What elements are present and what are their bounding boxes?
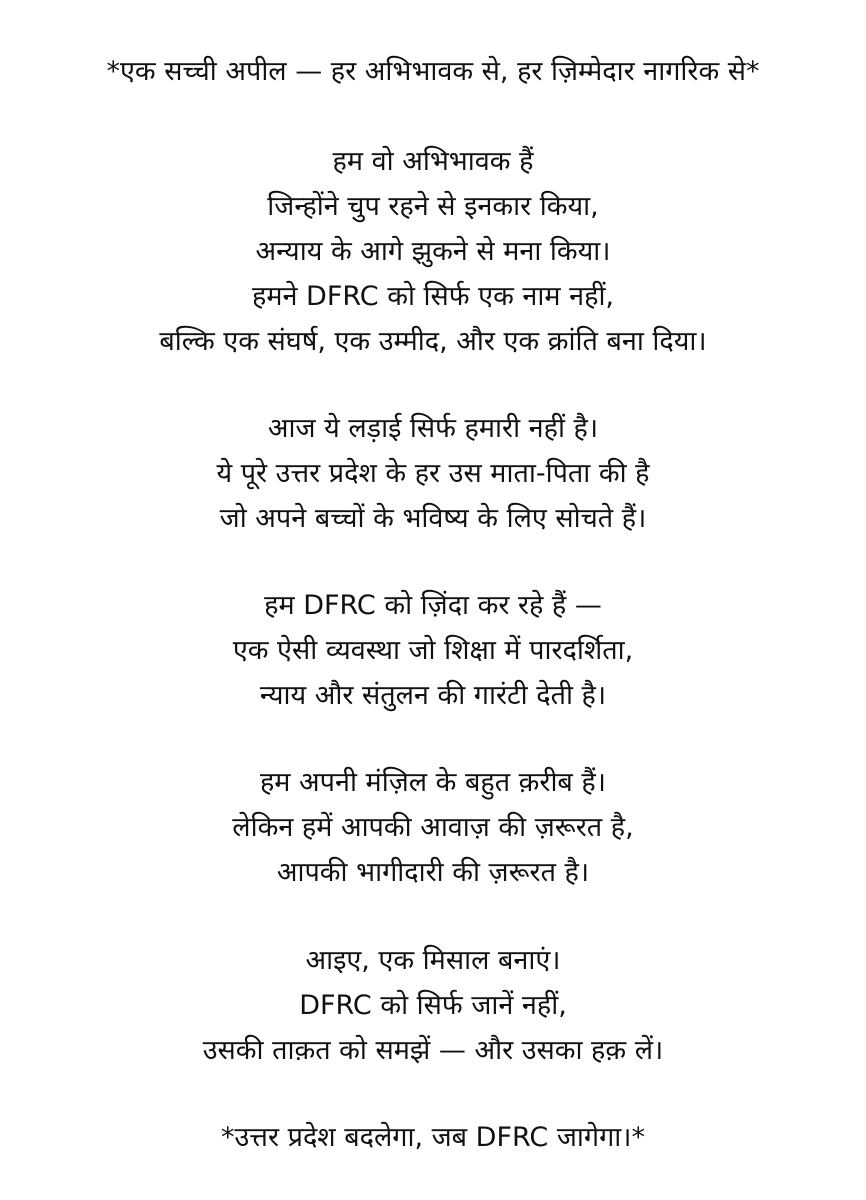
stanza-line: आपकी भागीदारी की ज़रूरत है। — [276, 857, 590, 888]
stanza-line: जिन्होंने चुप रहने से इनकार किया, — [267, 191, 599, 222]
stanza-line: ये पूरे उत्तर प्रदेश के हर उस माता-पिता की है — [216, 458, 650, 489]
stanza-line: हम अपनी मंज़िल के बहुत क़रीब हैं। — [259, 767, 607, 798]
stanza-line: आइए, एक मिसाल बनाएं। — [305, 945, 561, 976]
stanza-line: आज ये लड़ाई सिर्फ हमारी नहीं है। — [267, 413, 599, 444]
stanza-line: जो अपने बच्चों के भविष्य के लिए सोचते हैं। — [219, 503, 647, 534]
stanza-line: लेकिन हमें आपकी आवाज़ की ज़रूरत है, — [232, 812, 634, 843]
document-closing: *उत्तर प्रदेश बदलेगा, जब DFRC जागेगा।* — [221, 1122, 645, 1153]
stanza-line: न्याय और संतुलन की गारंटी देती है। — [259, 680, 607, 711]
stanza-line: DFRC को सिर्फ जानें नहीं, — [299, 990, 567, 1021]
stanza-line: हम DFRC को ज़िंदा कर रहे हैं — — [264, 590, 602, 621]
document-heading: *एक सच्ची अपील — हर अभिभावक से, हर ज़िम्मेदार नागरिक से* — [106, 56, 760, 87]
stanza-line: हमने DFRC को सिर्फ एक नाम नहीं, — [251, 281, 615, 312]
stanza-line: उसकी ताक़त को समझें — और उसका हक़ लें। — [202, 1035, 664, 1066]
stanza-line: अन्याय के आगे झुकने से मना किया। — [255, 236, 611, 267]
stanza-line: हम वो अभिभावक हैं — [332, 146, 534, 177]
stanza-line: बल्कि एक संघर्ष, एक उम्मीद, और एक क्रांति बना दिया। — [159, 326, 707, 357]
stanza-line: एक ऐसी व्यवस्था जो शिक्षा में पारदर्शिता, — [232, 635, 634, 666]
